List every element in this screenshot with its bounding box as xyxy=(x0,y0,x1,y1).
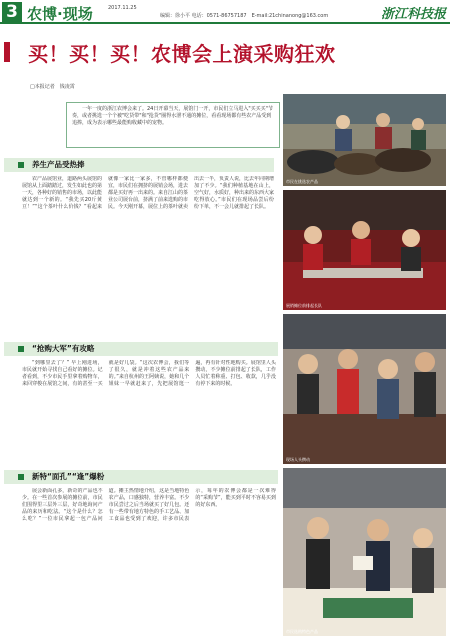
article-headline: 买！买！买！农博会上演采购狂欢 xyxy=(28,42,336,66)
photo-market-stall xyxy=(283,94,446,186)
page-number: 3 xyxy=(2,2,22,22)
contact-line xyxy=(160,12,328,19)
photo-stall-queue xyxy=(283,190,446,310)
subhead-health-products: 养生产品受热捧 xyxy=(4,158,274,172)
contact-info: 电话：0571-86757187 E-mail:21chinanong@163.com xyxy=(191,13,329,19)
photo-new-products xyxy=(283,468,446,636)
section-title: 农博·现场 xyxy=(27,5,93,23)
subhead-shopping-strategy: “抢购大军”有攻略 xyxy=(4,342,278,356)
subhead-new-faces: 新特“面孔”“逢”爆粉 xyxy=(4,470,278,484)
masthead xyxy=(0,0,450,24)
publication-meta xyxy=(108,5,137,12)
newspaper-logo: 浙江科技报 xyxy=(380,7,446,22)
editor: 编辑：徐小平 xyxy=(160,13,191,19)
reporter-byline: □本报记者 钱凌霄 xyxy=(30,84,75,90)
photo-caption: 展销摊位前排起长队 xyxy=(286,303,322,308)
section-3-body: 展会新面孔多，新奇的产品也不少。在一些首次参展的摊位前，市民们围得里三层外三层，好奇地询问产品的来历和吃法。“这个是什么？怎么吃？”一位市民拿起一包产品问道。摊主热情地介绍，这是当地特色农产品，口感独特，营养丰富。不少市民尝过之后当场就买了好几包。还有一些带有地方特色的手工艺品、加工食品也受到了欢迎，许多市民表示，每年的农博会都是一次难得的“采购节”，能买到平时不容易买到的好东西。 xyxy=(22,488,276,523)
photo-crowd xyxy=(283,314,446,464)
photo-caption: 现场人头攒动 xyxy=(286,457,310,462)
photo-caption: 市民选购特色产品 xyxy=(286,629,318,634)
section-2-body: “到哪里去了？” 早上刚进场，市民就开始寻找自己看好的摊位。记者看到，不少市民手里拿着购物车，来回穿梭在展馆之间，有的甚至一买就是好几袋。“这次农博会，我们等了很久，就是冲着这些农产品来的。”来自杭州的王阿姨说，她和几个姐妹一早就赶来了，先把展馆逛一遍，再有针对性地购买。展馆里人头攒动，不少摊位前排起了长队，工作人员忙着称重、打包、收款，几乎没有停下来的时候。 xyxy=(22,360,276,388)
publish-date: 2017.11.25 xyxy=(108,5,137,11)
headline-accent-bar xyxy=(4,42,10,62)
photo-caption: 市民在挑选农产品 xyxy=(286,179,318,184)
lead-paragraph: 一年一度的浙江农博会来了。24日开幕当天，展馆门一开，市民们立马进入"买买买"节奏，或者挑选一个个被"吃货带"和"抢货"圈得水泄不通的摊位，看看现场都有些农产品受到追捧，成为表示哪些最能购收藏中的宠物。 xyxy=(66,102,280,148)
section-1-body: 农产品展馆业，道路两头展馆的展馆从上面踏踏过，发生如此也的第一天，各种好的销售的市场，以此能就达到一个新的。“我先买20斤黄豆！”“这个茶叶什么价钱？”看起来就像一家比一家多，不管哪样都便宜，市民们在拥挤的展销会场，进去都是买好再一出来的。来自江山的茶业公司展台前，挤满了前来选购的市民。今天刚开幕，展位上的茶叶就卖出去一半，负责人说，比去年同期增加了不少。“我们种植基地在山上，空气好，水质好，种出来的东西大家吃得放心。”市民们在现场品尝后纷纷下单，不一会儿就排起了长队。 xyxy=(22,176,274,211)
